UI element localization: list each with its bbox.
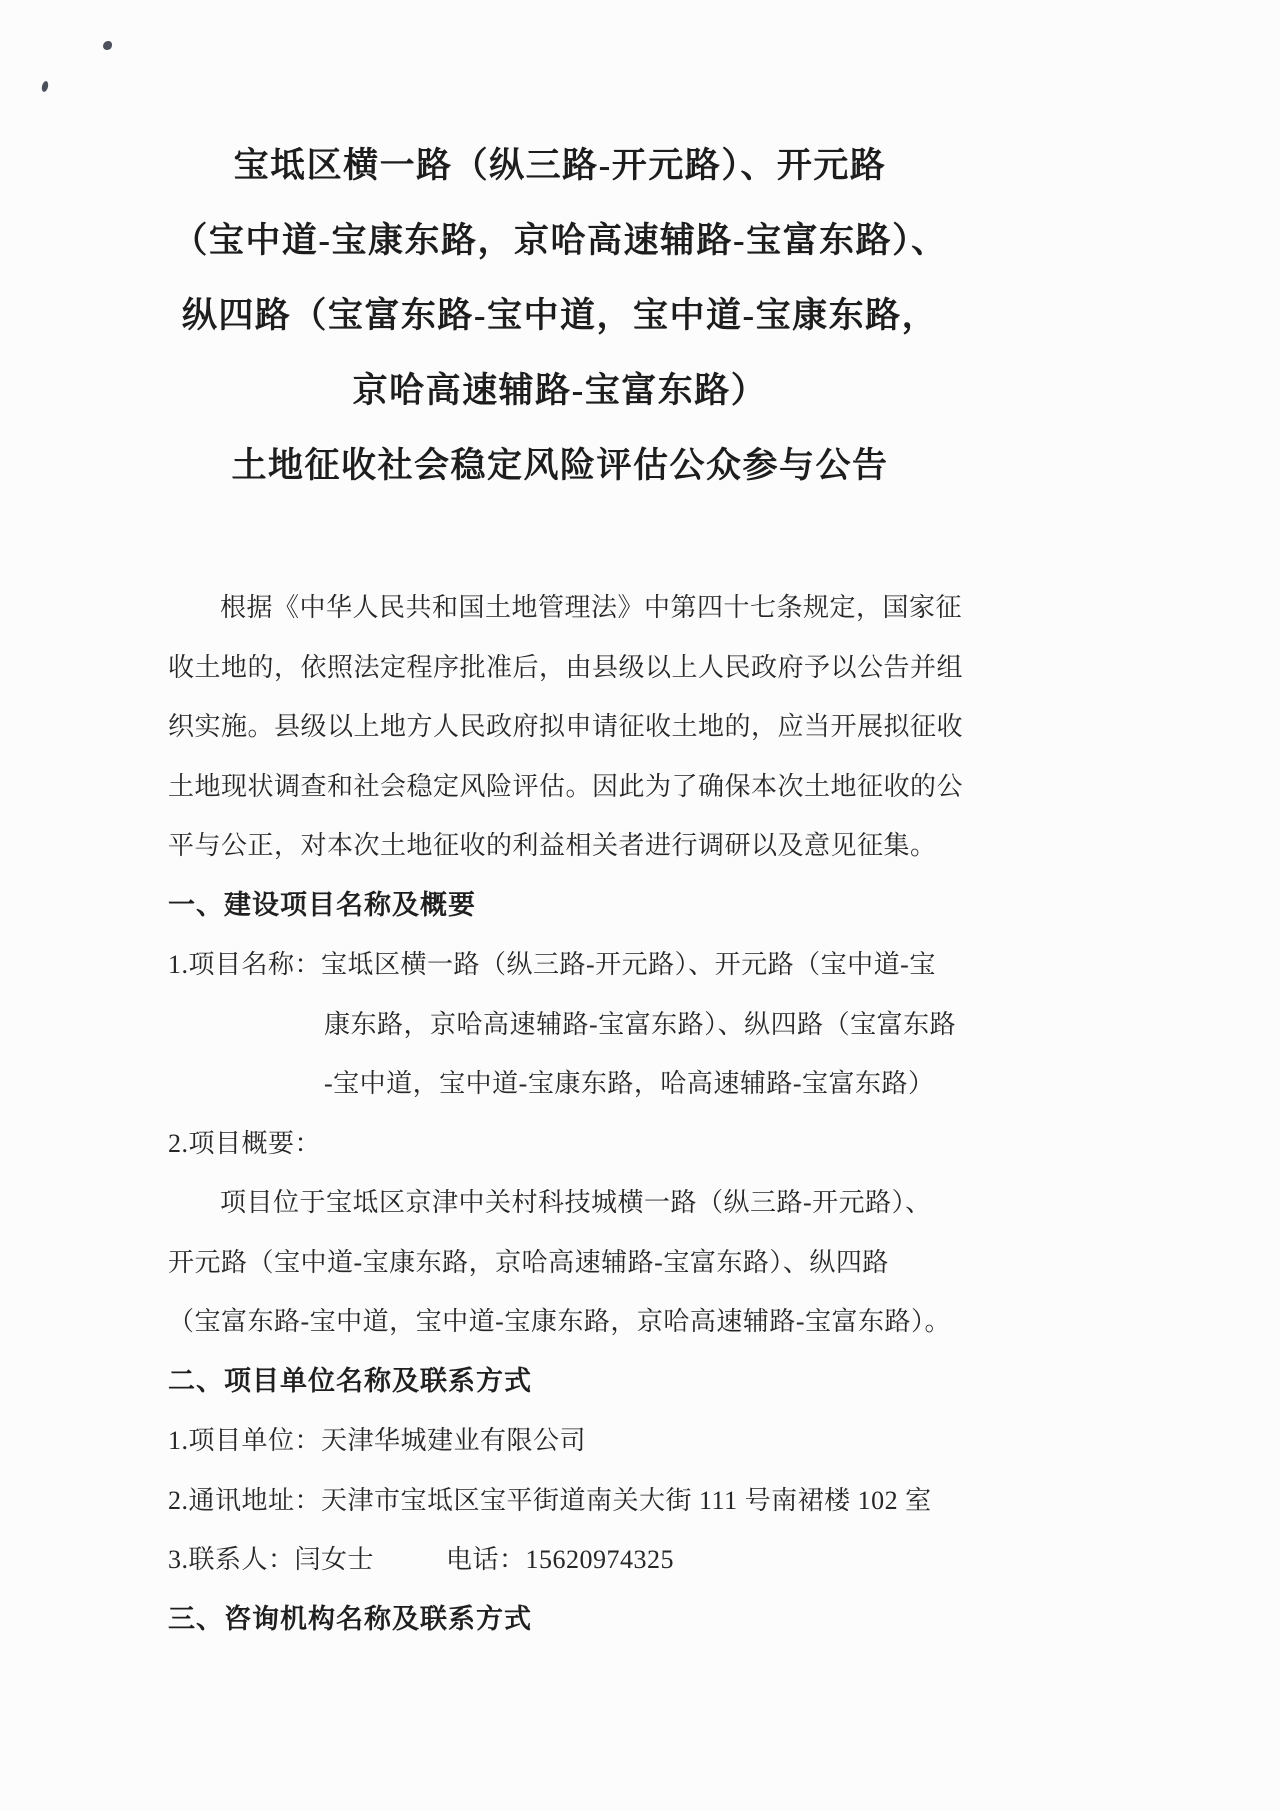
section-3-heading: 三、咨询机构名称及联系方式 xyxy=(168,1603,532,1634)
scan-artifact-speck xyxy=(103,41,112,50)
title-line: 纵四路（宝富东路-宝中道，宝中道-宝康东路， xyxy=(181,296,939,335)
project-name-line: 1.项目名称：宝坻区横一路（纵三路-开元路）、开元路（宝中道-宝 xyxy=(168,950,936,979)
title-line: 宝坻区横一路（纵三路-开元路）、开元路 xyxy=(233,146,887,185)
intro-line: 土地现状调查和社会稳定风险评估。因此为了确保本次土地征收的公 xyxy=(168,771,964,801)
scan-artifact-speck xyxy=(41,80,49,92)
project-overview-label: 2.项目概要： xyxy=(168,1128,322,1158)
intro-line: 收土地的，依照法定程序批准后，由县级以上人民政府予以公告并组 xyxy=(168,652,964,682)
title-line: 土地征收社会稳定风险评估公众参与公告 xyxy=(231,446,889,485)
project-unit-line: 1.项目单位：天津华城建业有限公司 xyxy=(168,1426,587,1455)
contact-phone: 电话：15620974325 xyxy=(446,1545,675,1574)
contact-line xyxy=(168,1530,958,1590)
project-name-line: -宝中道，宝中道-宝康东路，哈高速辅路-宝富东路） xyxy=(324,1069,935,1098)
project-name-line: 康东路，京哈高速辅路-宝富东路）、纵四路（宝富东路 xyxy=(324,1009,957,1039)
section-2-heading: 二、项目单位名称及联系方式 xyxy=(168,1365,532,1396)
document-title xyxy=(168,128,952,503)
project-overview-line: 项目位于宝坻区京津中关村科技城横一路（纵三路-开元路）、 xyxy=(220,1188,932,1217)
document-body xyxy=(168,578,964,1649)
section-1-heading: 一、建设项目名称及概要 xyxy=(168,889,476,920)
project-overview-line: 开元路（宝中道-宝康东路，京哈高速辅路-宝富东路）、纵四路 xyxy=(168,1247,889,1277)
project-overview-line: （宝富东路-宝中道，宝中道-宝康东路，京哈高速辅路-宝富东路）。 xyxy=(168,1307,951,1336)
intro-line: 织实施。县级以上地方人民政府拟申请征收土地的，应当开展拟征收 xyxy=(168,712,964,741)
intro-line: 根据《中华人民共和国土地管理法》中第四十七条规定，国家征 xyxy=(220,593,963,622)
title-line: （宝中道-宝康东路，京哈高速辅路-宝富东路）、 xyxy=(172,221,948,260)
contact-person: 3.联系人：闫女士 xyxy=(168,1545,375,1574)
address-line: 2.通讯地址：天津市宝坻区宝平街道南关大街 111 号南裙楼 102 室 xyxy=(168,1485,932,1515)
title-line: 京哈高速辅路-宝富东路） xyxy=(352,371,768,410)
intro-line: 平与公正，对本次土地征收的利益相关者进行调研以及意见征集。 xyxy=(168,831,937,860)
